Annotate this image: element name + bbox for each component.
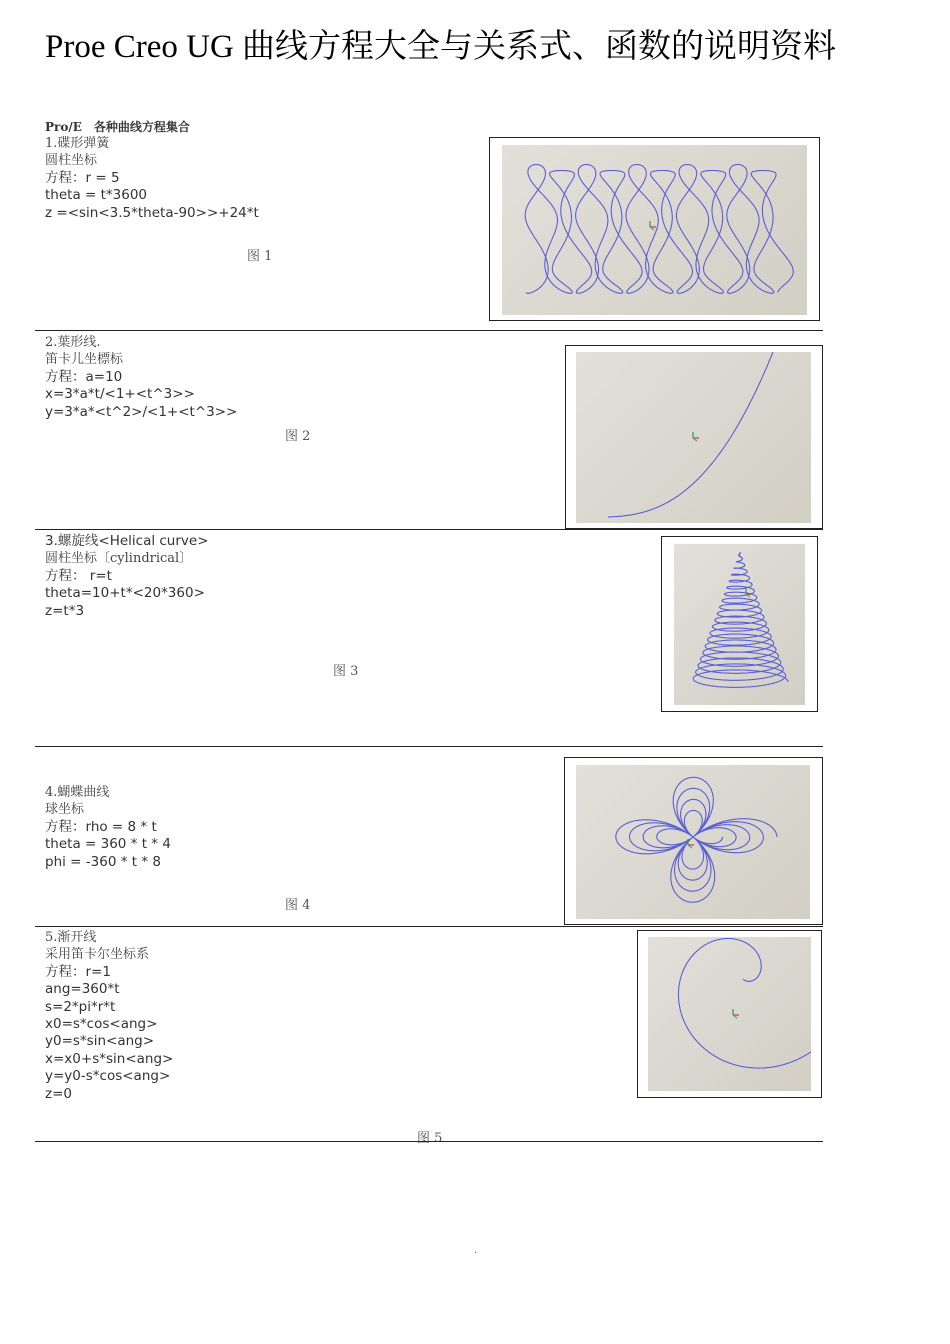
curve-4-name: 4.蝴蝶曲线 bbox=[45, 785, 110, 800]
figure-3-curve bbox=[674, 544, 805, 705]
curve-3-eq-2: theta=10+t*<20*360> bbox=[45, 585, 205, 602]
divider-3 bbox=[35, 746, 823, 747]
divider-2 bbox=[35, 529, 823, 530]
divider-4 bbox=[35, 926, 823, 927]
curve-5-eq-2: ang=360*t bbox=[45, 981, 120, 998]
curve-4-eq-2: theta = 360 * t * 4 bbox=[45, 836, 171, 853]
curve-5-eq-7: y=y0-s*cos<ang> bbox=[45, 1068, 171, 1085]
curve-5-text bbox=[45, 929, 173, 1103]
figure-2-viewport bbox=[576, 352, 811, 523]
curve-2-name: 2.葉形线. bbox=[45, 335, 101, 350]
involute-curve bbox=[679, 939, 812, 1069]
curve-2-text bbox=[45, 334, 237, 421]
figure-2-curve bbox=[576, 352, 811, 523]
curve-5-eq-1: 方程：r=1 bbox=[45, 963, 111, 980]
figure-1-curve bbox=[502, 145, 807, 315]
curve-5-eq-8: z=0 bbox=[45, 1085, 72, 1102]
curve-5-eq-4: x0=s*cos<ang> bbox=[45, 1016, 158, 1033]
curve-1-eq-1: 方程：r = 5 bbox=[45, 169, 120, 186]
figure-1-viewport bbox=[502, 145, 807, 315]
figure-2-frame bbox=[565, 345, 823, 529]
curve-1-name: 1.碟形弹簧 bbox=[45, 136, 110, 151]
curve-2-eq-2: x=3*a*t/<1+<t^3>> bbox=[45, 386, 195, 403]
figure-5-label: 图 5 bbox=[417, 1131, 443, 1146]
curve-3-eq-3: z=t*3 bbox=[45, 602, 85, 619]
curve-5-eq-3: s=2*pi*r*t bbox=[45, 998, 116, 1015]
document-title: Proe Creo UG 曲线方程大全与关系式、函数的说明资料 bbox=[45, 29, 837, 65]
spring-curve bbox=[525, 165, 793, 294]
figure-1-label: 图 1 bbox=[247, 249, 273, 264]
curve-1-eq-2: theta = t*3600 bbox=[45, 187, 148, 204]
figure-5-viewport bbox=[648, 937, 811, 1091]
divider-1 bbox=[35, 330, 823, 331]
curve-1-text bbox=[45, 135, 259, 222]
curve-3-system: 圆柱坐标〔cylindrical〕 bbox=[45, 551, 193, 567]
figure-3-label: 图 3 bbox=[333, 664, 359, 679]
section-heading: Pro/E 各种曲线方程集合 bbox=[45, 120, 190, 134]
curve-1-eq-3: z =<sin<3.5*theta-90>>+24*t bbox=[45, 204, 259, 221]
curve-5-name: 5.渐开线 bbox=[45, 930, 97, 945]
figure-3-viewport bbox=[674, 544, 805, 705]
folium-curve bbox=[608, 352, 773, 517]
curve-5-eq-6: x=x0+s*sin<ang> bbox=[45, 1050, 174, 1067]
curve-5-system: 采用笛卡尔坐标系 bbox=[45, 947, 150, 963]
curve-4-eq-3: phi = -360 * t * 8 bbox=[45, 853, 161, 870]
figure-4-viewport bbox=[576, 765, 810, 919]
butterfly-curve bbox=[616, 777, 777, 902]
curve-2-eq-1: 方程：a=10 bbox=[45, 368, 123, 385]
curve-3-name: 3.螺旋线<Helical curve> bbox=[45, 533, 209, 549]
figure-5-curve bbox=[648, 937, 811, 1091]
divider-5 bbox=[35, 1141, 823, 1142]
curve-1-system: 圆柱坐标 bbox=[45, 153, 98, 169]
curve-4-system: 球坐标 bbox=[45, 802, 85, 818]
figure-4-label: 图 4 bbox=[285, 898, 311, 913]
figure-2-label: 图 2 bbox=[285, 429, 311, 444]
figure-3-frame bbox=[661, 536, 818, 712]
curve-3-text bbox=[45, 533, 209, 620]
figure-4-frame bbox=[564, 757, 823, 925]
figure-4-curve bbox=[576, 765, 810, 919]
curve-3-eq-1: 方程： r=t bbox=[45, 567, 112, 584]
curve-4-text bbox=[45, 784, 171, 871]
curve-2-system: 笛卡儿坐標标 bbox=[45, 352, 124, 368]
helix-curve bbox=[693, 552, 788, 687]
figure-1-frame bbox=[489, 137, 820, 321]
footer-mark: . bbox=[474, 1245, 478, 1256]
curve-5-eq-5: y0=s*sin<ang> bbox=[45, 1033, 155, 1050]
figure-5-frame bbox=[637, 930, 822, 1098]
curve-2-eq-3: y=3*a*<t^2>/<1+<t^3>> bbox=[45, 403, 238, 420]
curve-4-eq-1: 方程：rho = 8 * t bbox=[45, 818, 157, 835]
